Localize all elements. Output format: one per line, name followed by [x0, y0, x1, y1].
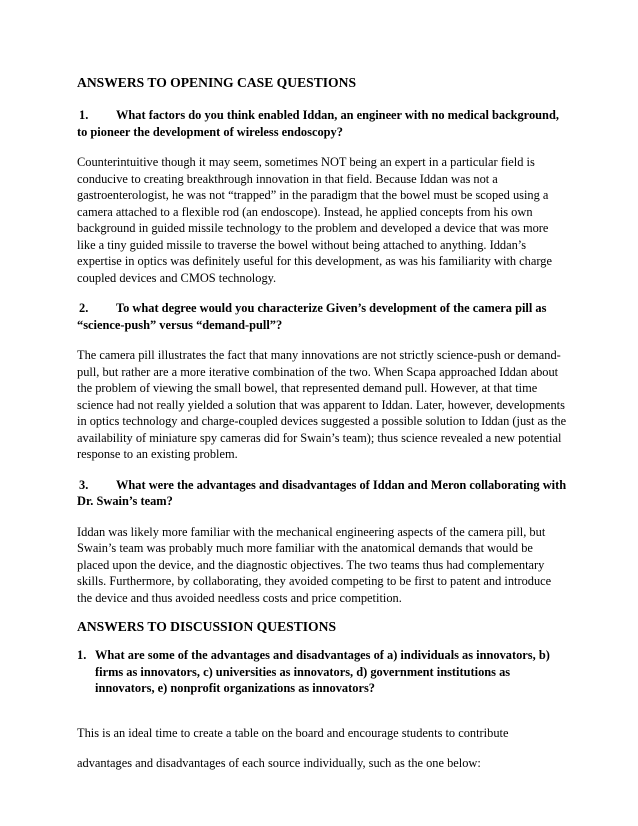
document-body — [77, 74, 567, 772]
question-2 — [77, 300, 567, 333]
table-instruction-paragraph: This is an ideal time to create a table on the board and encourage students to contribute — [77, 725, 509, 740]
answer-1: Counterintuitive though it may seem, sometimes NOT being an expert in a particular field is conducive to creating breakthrough innovation in that field. Because Iddan was not a gastroenterologist, he was not “trapped” in the paradigm that the bowel must be scoped using a camera attached to a flexible rod (an endoscope). Instead, he applied concepts from his own background in guided missile technology to the problem and developed a device that was more like a tiny guided missile to traverse the bowel without being attached to anything. Iddan’s expertise in optics was definitely useful for this development, as was his familiarity with charge coupled devices and CMOS technology. — [77, 155, 552, 285]
question-2-text: To what degree would you characterize Given’s development of the camera pill as “science-push” versus “demand-pull”? — [77, 301, 547, 332]
question-1-text: What factors do you think enabled Iddan, an engineer with no medical background, to pioneer the development of wireless endoscopy? — [77, 108, 559, 139]
discussion-question-1-number: 1. — [77, 648, 87, 662]
discussion-heading: ANSWERS TO DISCUSSION QUESTIONS — [77, 619, 337, 634]
discussion-question-1-text: What are some of the advantages and disadvantages of a) individuals as innovators, b) firms as innovators, c) universities as innovators, d) government institutions as innovators, e) nonprofit organizations as innovators? — [95, 648, 550, 695]
opening-case-heading: ANSWERS TO OPENING CASE QUESTIONS — [77, 75, 357, 90]
question-1 — [77, 107, 567, 140]
answer-3: Iddan was likely more familiar with the mechanical engineering aspects of the camera pill, but Swain’s team was probably much more familiar with the anatomical demands that would be placed upon the device, and the diagnostic objectives. The two teams thus had complementary skills. Furthermore, by collaborating, they avoided competing to be first to patent and introduce the device and thus avoided needless costs and price competition. — [77, 524, 552, 605]
sources-paragraph: advantages and disadvantages of each source individually, such as the one below: — [77, 756, 481, 770]
question-3 — [77, 477, 567, 510]
discussion-question-1 — [77, 647, 567, 697]
question-3-number: 3. — [79, 477, 89, 492]
question-1-number: 1. — [79, 108, 89, 122]
question-3-text: What were the advantages and disadvantages of Iddan and Meron collaborating with Dr. Swain’s team? — [77, 477, 567, 508]
answer-2: The camera pill illustrates the fact that many innovations are not strictly science-push or demand-pull, but rather are a more iterative combination of the two. When Scapa approached Iddan about the problem of viewing the small bowel, that represented demand pull. However, at that time science had not really yielded a solution that was apparent to Iddan. Later, however, developments in optics technology and charge-coupled devices suggested a possible solution to Iddan (just as the availability of miniature spy cameras did for Swain’s team); thus science revealed a new potential response to an existing problem. — [77, 348, 567, 461]
question-2-number: 2. — [79, 301, 89, 315]
